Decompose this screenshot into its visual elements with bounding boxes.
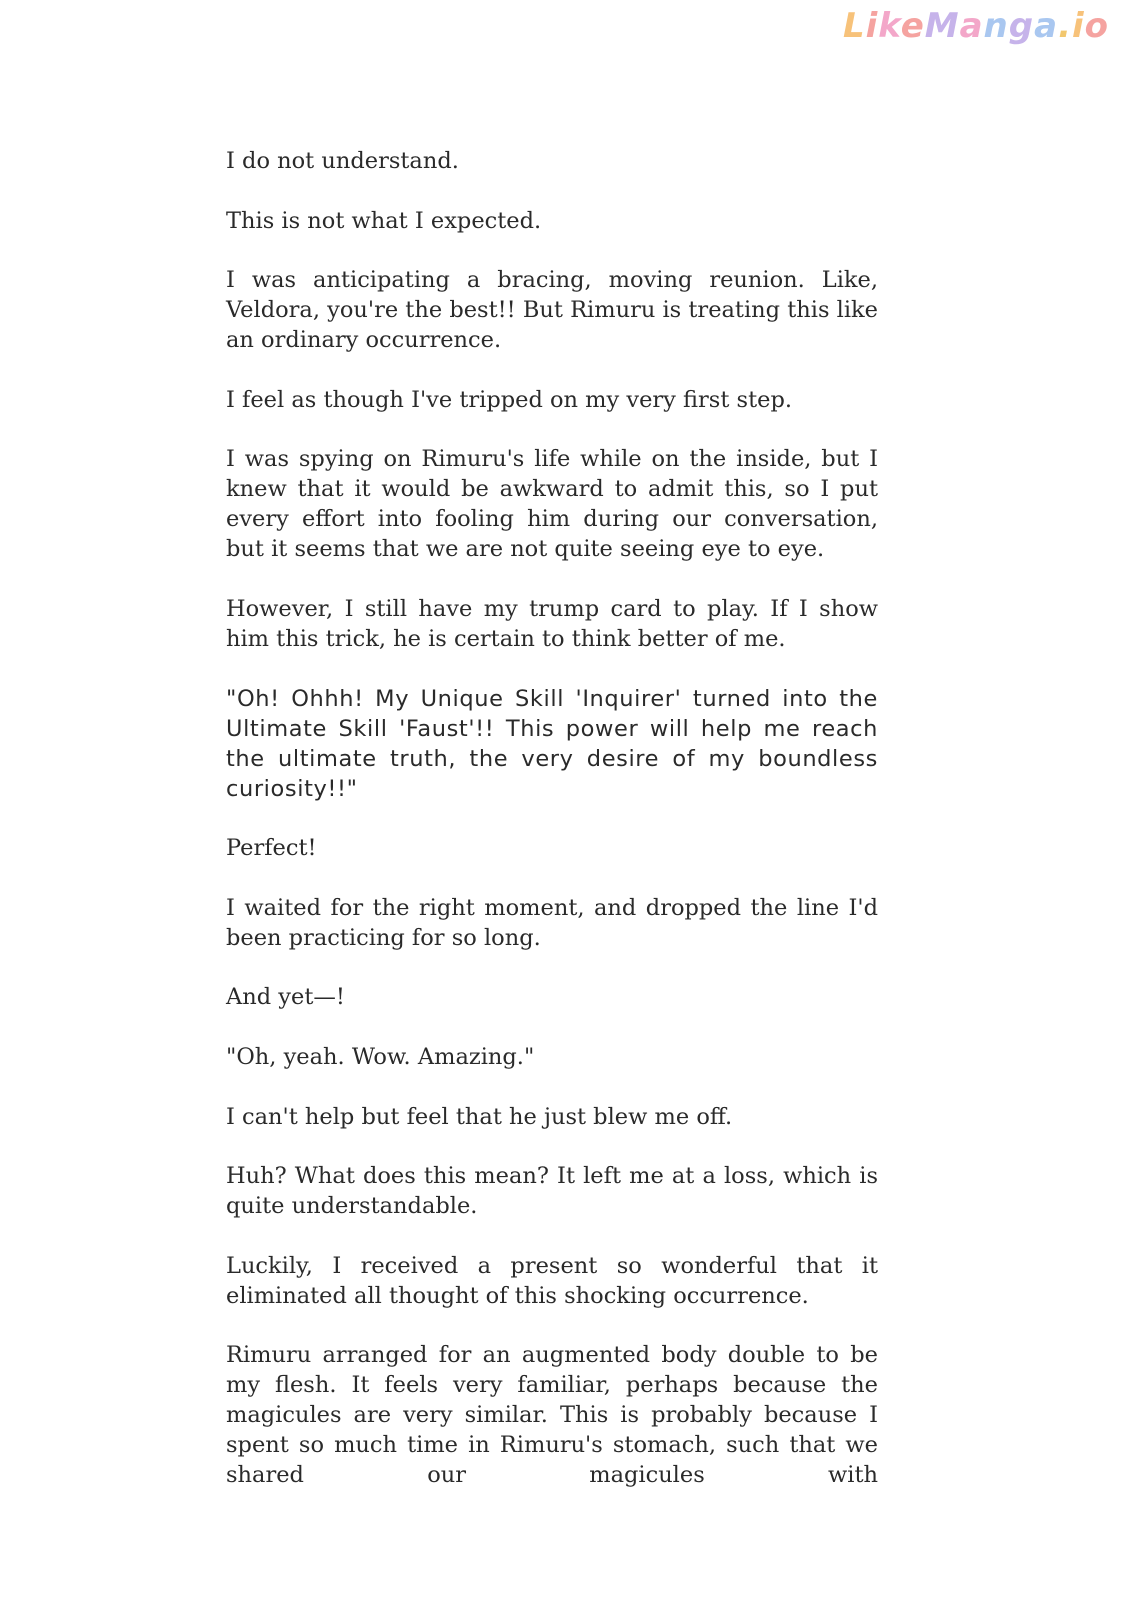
- dialogue-paragraph: "Oh, yeah. Wow. Amazing.": [226, 1043, 535, 1070]
- paragraph: This is not what I expected.: [226, 207, 542, 234]
- paragraph: I do not understand.: [226, 148, 459, 174]
- paragraph: Huh? What does this mean? It left me at a loss, which is quite understandable.: [226, 1163, 878, 1220]
- paragraph: Rimuru arranged for an augmented body double to be my flesh. It feels very familiar, perhaps because the magicules are very similar. This is probably because I spent so much time in Rimuru's stomach, such that we shared our magicules with: [226, 1342, 878, 1489]
- paragraph: I was spying on Rimuru's life while on the inside, but I knew that it would be awkward to admit this, so I put every effort into fooling him during our conversation, but it seems that we are not quite seeing eye to eye.: [226, 446, 878, 563]
- paragraph: However, I still have my trump card to play. If I show him this trick, he is certain to think better of me.: [226, 595, 878, 652]
- page-text: [226, 146, 878, 1520]
- paragraph: Perfect!: [226, 835, 317, 862]
- site-watermark: LikeManga.io: [842, 6, 1109, 46]
- dialogue-paragraph: "Oh! Ohhh! My Unique Skill 'Inquirer' turned into the Ultimate Skill 'Faust'!! This power will help me reach the ultimate truth, the very desire of my boundless curiosity!!": [226, 685, 878, 802]
- paragraph: I waited for the right moment, and dropped the line I'd been practicing for so long.: [226, 894, 878, 951]
- paragraph: Luckily, I received a present so wonderful that it eliminated all thought of this shocking occurrence.: [226, 1252, 878, 1309]
- paragraph: I was anticipating a bracing, moving reunion. Like, Veldora, you're the best!! But Rimuru is treating this like an ordinary occurrence.: [226, 267, 878, 354]
- paragraph: And yet—!: [226, 984, 345, 1011]
- paragraph: I feel as though I've tripped on my very first step.: [226, 386, 792, 413]
- paragraph: I can't help but feel that he just blew me off.: [226, 1103, 733, 1130]
